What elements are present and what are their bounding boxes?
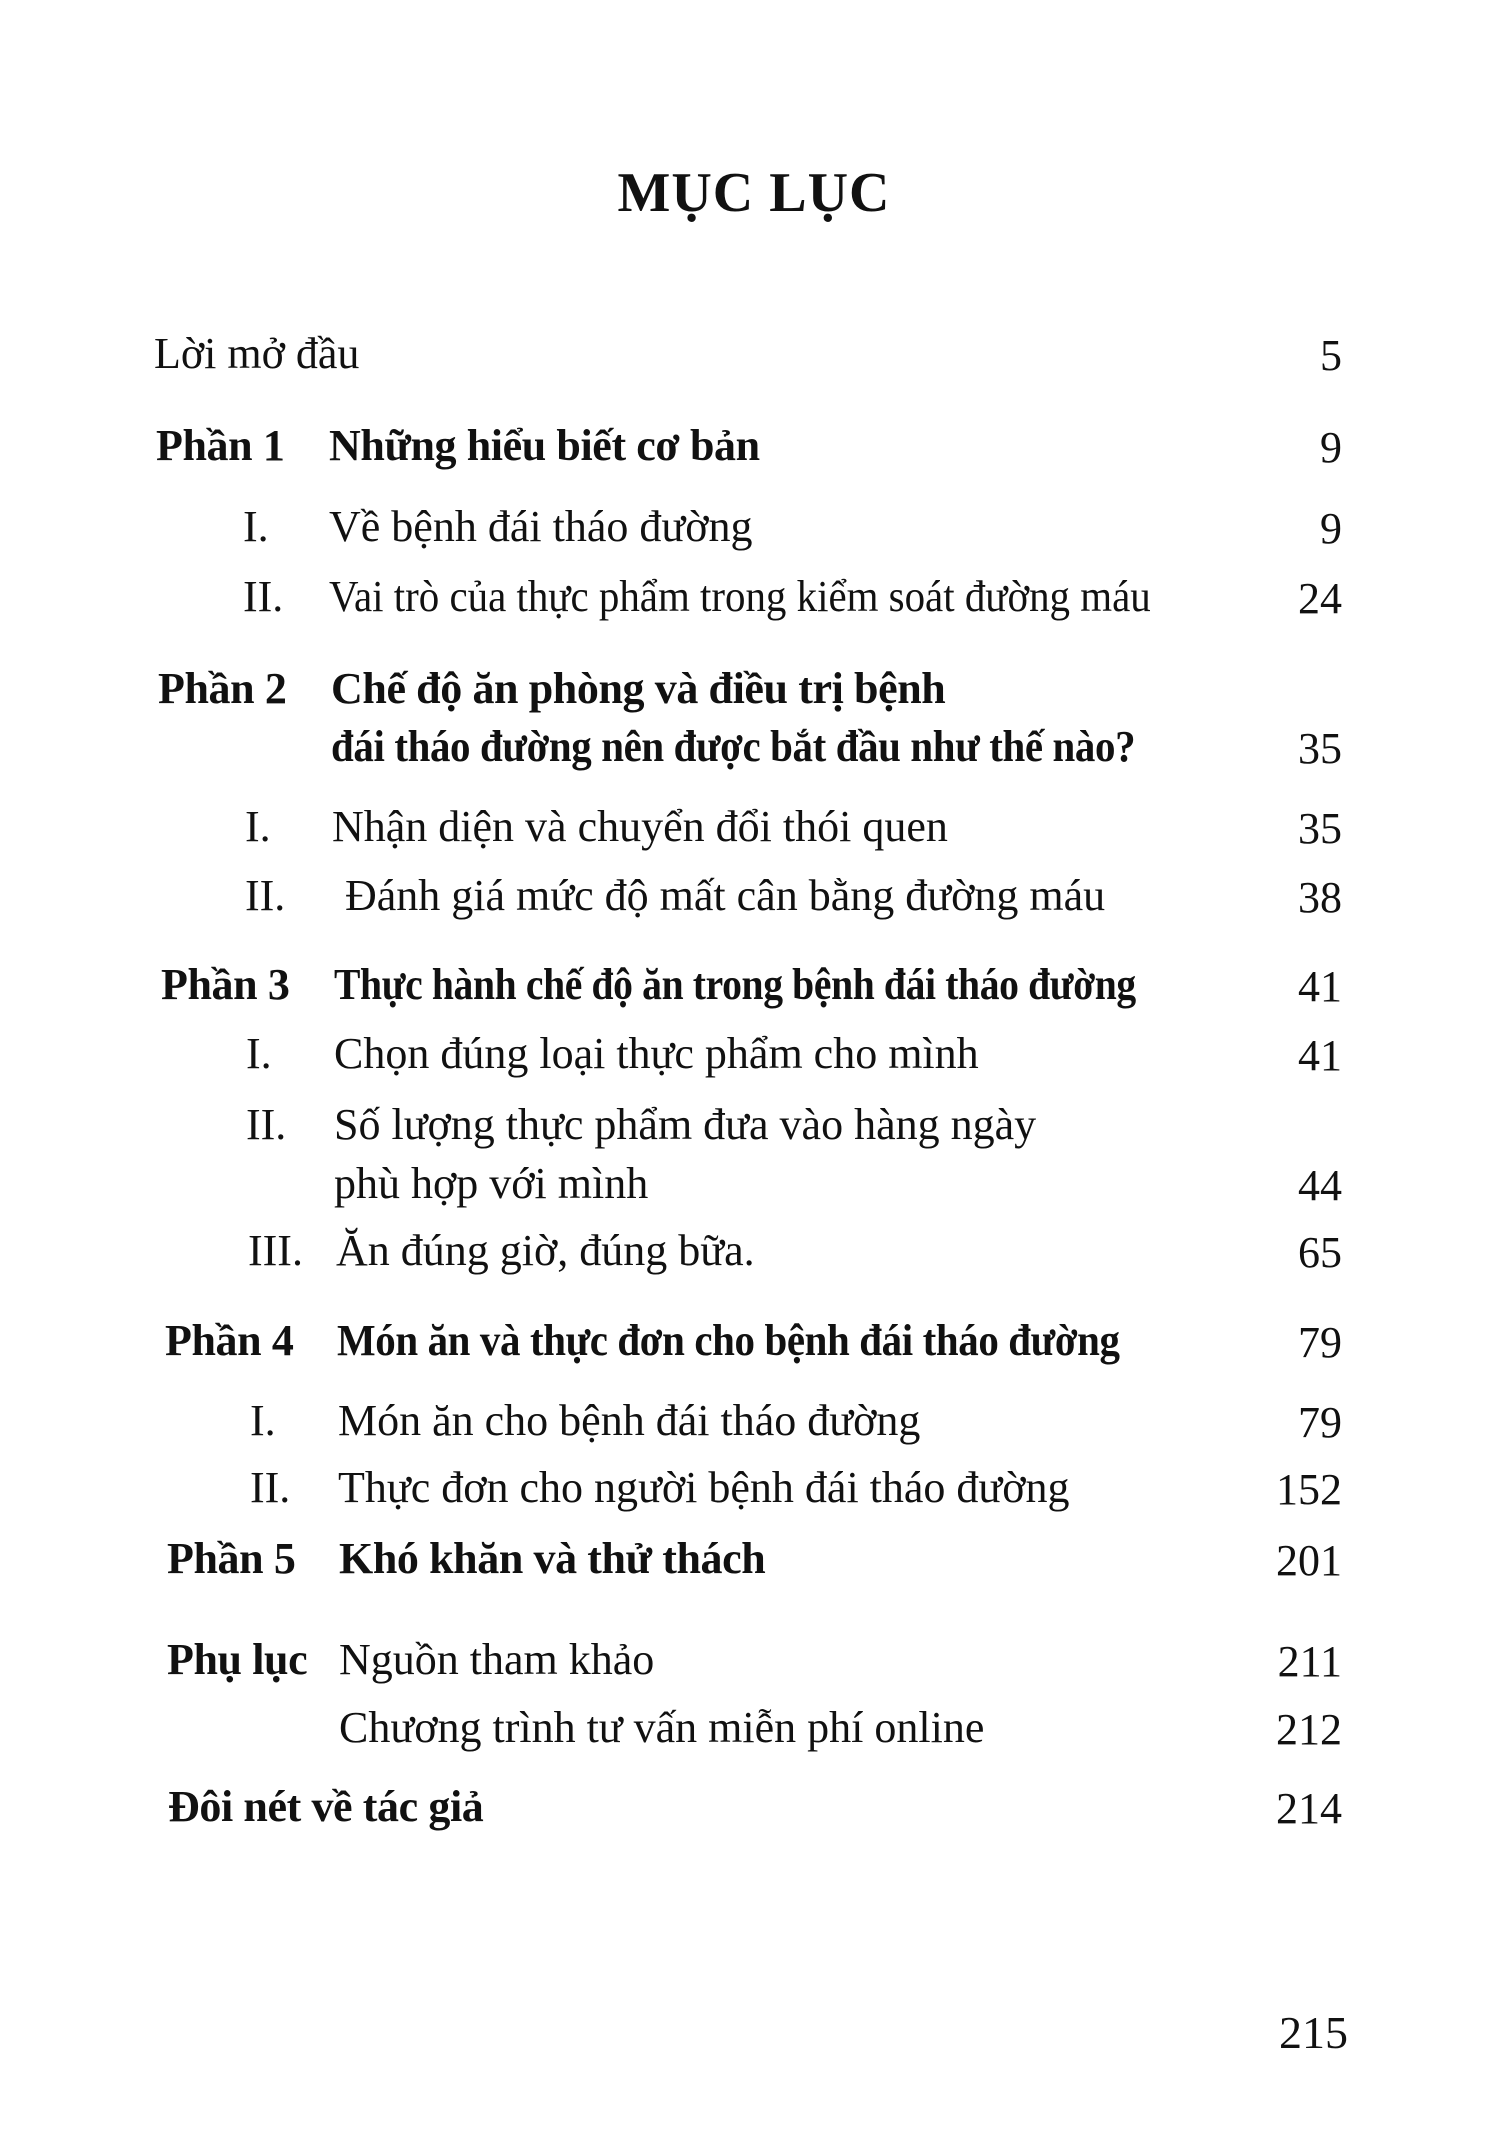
toc-section-title: Thực đơn cho người bệnh đái tháo đường <box>338 1463 1070 1512</box>
toc-section-title: Ăn đúng giờ, đúng bữa. <box>336 1226 755 1275</box>
toc-section-title: Chọn đúng loại thực phẩm cho mình <box>334 1029 979 1078</box>
toc-section-title: Đánh giá mức độ mất cân bằng đường máu <box>345 871 1106 920</box>
toc-page-number: 5 <box>1320 331 1342 380</box>
toc-page-number: 79 <box>1298 1398 1342 1447</box>
toc-part-title: Những hiểu biết cơ bản <box>329 421 760 470</box>
toc-section-numeral: III. <box>248 1226 303 1275</box>
toc-page-number: 211 <box>1277 1637 1342 1686</box>
toc-part-title: Thực hành chế độ ăn trong bệnh đái tháo đường <box>334 960 1136 1009</box>
toc-section-title: Món ăn cho bệnh đái tháo đường <box>338 1396 921 1445</box>
toc-part-title: Khó khăn và thử thách <box>339 1534 766 1583</box>
toc-part-title-line2: đái tháo đường nên được bắt đầu như thế nào? <box>331 722 1136 771</box>
toc-section-numeral: II. <box>246 1100 287 1149</box>
toc-section-numeral: II. <box>250 1463 291 1512</box>
toc-page-number: 9 <box>1320 423 1342 472</box>
toc-part-title: Món ăn và thực đơn cho bệnh đái tháo đường <box>337 1316 1120 1365</box>
toc-page-number: 65 <box>1298 1228 1342 1277</box>
toc-section-numeral: II. <box>245 871 286 920</box>
toc-section-title: Số lượng thực phẩm đưa vào hàng ngày <box>334 1100 1037 1149</box>
toc-page-number: 9 <box>1320 504 1342 553</box>
toc-part-label: Phần 5 <box>167 1534 296 1583</box>
page-number-footer: 215 <box>1279 2007 1348 2058</box>
toc-page-number: 38 <box>1298 873 1342 922</box>
toc-section-numeral: I. <box>245 802 271 851</box>
toc-page-number: 35 <box>1298 804 1342 853</box>
toc-part-title: Chế độ ăn phòng và điều trị bệnh <box>331 664 946 713</box>
toc-section-numeral: II. <box>243 572 284 621</box>
toc-page-number: 44 <box>1298 1161 1342 1210</box>
toc-section-title: Chương trình tư vấn miễn phí online <box>339 1703 985 1752</box>
toc-section-title: Nhận diện và chuyển đổi thói quen <box>332 802 948 851</box>
page-title: MỤC LỤC <box>617 162 891 224</box>
toc-section-title: Vai trò của thực phẩm trong kiểm soát đường máu <box>329 572 1151 621</box>
toc-section-title: Nguồn tham khảo <box>339 1635 655 1684</box>
toc-page-number: 24 <box>1298 574 1342 623</box>
toc-part-label: Phần 1 <box>156 421 285 470</box>
toc-page-number: 212 <box>1276 1705 1342 1754</box>
toc-entry-intro: Lời mở đầu <box>154 329 360 378</box>
toc-page-number: 35 <box>1298 724 1342 773</box>
toc-part-label: Phần 2 <box>158 664 287 713</box>
toc-entry-author: Đôi nét về tác giả <box>168 1782 484 1831</box>
toc-page-number: 41 <box>1298 962 1342 1011</box>
toc-section-title: Về bệnh đái tháo đường <box>329 502 753 551</box>
toc-page-number: 79 <box>1298 1318 1342 1367</box>
toc-section-numeral: I. <box>246 1029 272 1078</box>
toc-page-number: 41 <box>1298 1031 1342 1080</box>
toc-section-numeral: I. <box>243 502 269 551</box>
toc-appendix-label: Phụ lục <box>167 1635 308 1684</box>
toc-part-label: Phần 4 <box>165 1316 294 1365</box>
toc-part-label: Phần 3 <box>161 960 290 1009</box>
toc-page-number: 214 <box>1276 1784 1342 1833</box>
toc-section-numeral: I. <box>250 1396 276 1445</box>
toc-section-title-line2: phù hợp với mình <box>334 1159 649 1208</box>
toc-page-number: 152 <box>1276 1465 1342 1514</box>
toc-page-number: 201 <box>1276 1536 1342 1585</box>
